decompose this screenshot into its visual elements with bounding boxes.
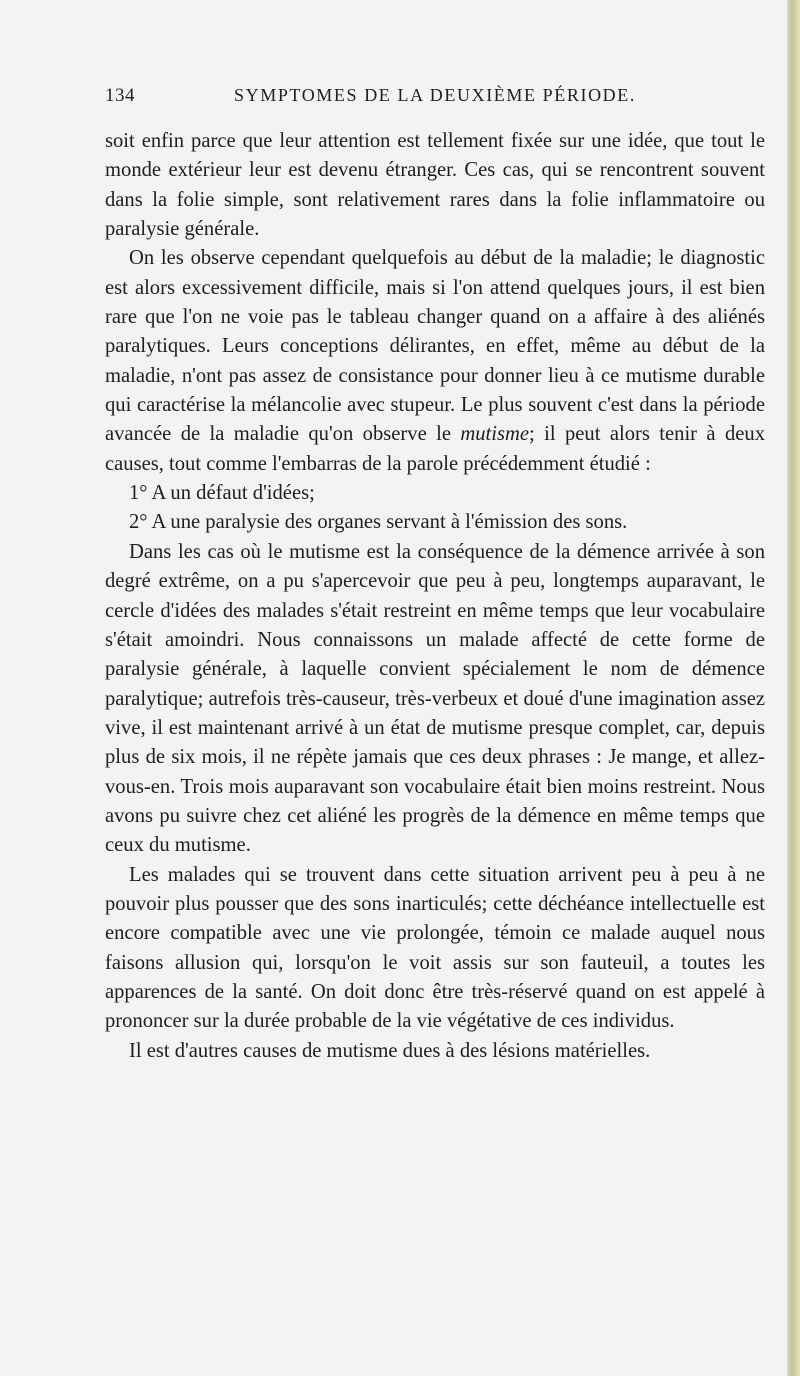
paragraph-4: Les malades qui se trouvent dans cette situation arrivent peu à peu à ne pouvoir plus pousser que des sons inarticulés; cette déchéance intellectuelle est encore compatible avec une vie prolongée, témoin ce malade auquel nous faisons allusion qui, lorsqu'on le voit assis sur son fauteuil, a toutes les apparences de la santé. On doit donc être très-réservé quand on est appelé à prononcer sur la durée probable de la vie végétative de ces individus. <box>105 863 765 1033</box>
list-item-1: 1° A un défaut d'idées; <box>129 482 315 505</box>
paragraph-2 <box>105 244 765 479</box>
paragraph-2-italic: mutisme <box>460 423 530 446</box>
paragraph-5: Il est d'autres causes de mutisme dues à des lésions matérielles. <box>129 1039 651 1062</box>
body-text <box>105 127 765 1066</box>
paragraph-1: soit enfin parce que leur attention est tellement fixée sur une idée, que tout le monde extérieur leur est devenu étranger. Ces cas, qui se rencontrent souvent dans la folie simple, sont relativement rares dans la folie inflammatoire ou paralysie générale. <box>105 130 765 241</box>
header-title: SYMPTOMES DE LA DEUXIÈME PÉRIODE. <box>234 85 636 105</box>
page-edge <box>787 0 800 1376</box>
paragraph-2-text-b: ; il peut alors tenir à deux causes, tout comme l'embarras de la parole précédemment étudié : <box>105 423 765 475</box>
list-item-2: 2° A une paralysie des organes servant à l'émission des sons. <box>129 511 628 534</box>
paragraph-3: Dans les cas où le mutisme est la conséquence de la démence arrivée à son degré extrême, on a pu s'apercevoir que peu à peu, longtemps auparavant, le cercle d'idées des malades s'était restreint en même temps que leur vocabulaire s'était amoindri. Nous connaissons un malade affecté de cette forme de paralysie générale, à laquelle convient spécialement le nom de démence paralytique; autrefois très-causeur, très-verbeux et doué d'une imagination assez vive, il est maintenant arrivé à un état de mutisme presque complet, car, depuis plus de six mois, il ne répète jamais que ces deux phrases : Je mange, et allez-vous-en. Trois mois auparavant son vocabulaire était bien moins restreint. Nous avons pu suivre chez cet aliéné les progrès de la démence en même temps que ceux du mutisme. <box>105 540 765 857</box>
page-number: 134 <box>105 85 135 106</box>
running-head <box>105 85 765 115</box>
paragraph-2-text-a: On les observe cependant quelquefois au début de la maladie; le diagnostic est alors excessivement difficile, mais si l'on attend quelques jours, il est bien rare que l'on ne voie pas le tableau changer quand on a affaire à des aliénés paralytiques. Leurs conceptions délirantes, en effet, même au début de la maladie, n'ont pas assez de consistance pour donner lieu à ce mutisme durable qui caractérise la mélancolie avec stupeur. Le plus souvent c'est dans la période avancée de la maladie qu'on observe le <box>105 247 765 446</box>
